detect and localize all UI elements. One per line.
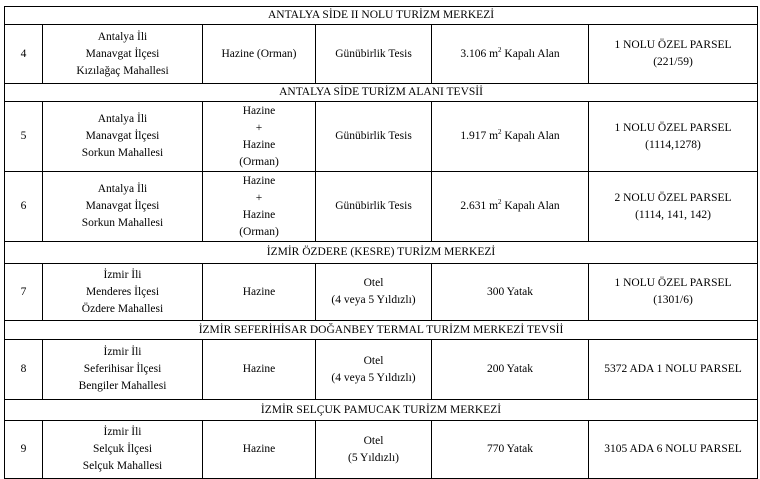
use-cell [316, 340, 432, 400]
use-cell [316, 172, 432, 242]
parcel-line: (1114, 141, 142) [635, 208, 711, 221]
location-line: Seferihisar İlçesi [83, 363, 162, 375]
section-title: İZMİR SEFERİHİSAR DOĞANBEY TERMAL TURİZM MERKEZİ TEVSİİ [5, 321, 758, 340]
parcel-line: (221/59) [653, 56, 693, 68]
use-line: Otel [363, 434, 384, 447]
location-line: Manavgat İlçesi [85, 200, 160, 212]
capacity-cell [432, 172, 589, 242]
location-line: Selçuk Mahallesi [82, 460, 163, 472]
capacity-unit-label: Kapalı Alan [501, 130, 560, 142]
use-line: (4 veya 5 Yıldızlı) [331, 294, 416, 306]
location-line: Kızılağaç Mahallesi [76, 64, 169, 77]
owner-line: Hazine [242, 285, 276, 298]
table-row [5, 25, 758, 84]
location-line: Manavgat İlçesi [85, 130, 160, 142]
location-line: Manavgat İlçesi [85, 47, 160, 60]
table-row [5, 264, 758, 321]
use-cell [316, 264, 432, 321]
location-line: Antalya İli [97, 113, 148, 125]
parcel-cell [589, 264, 758, 321]
use-line: (4 veya 5 Yıldızlı) [331, 371, 416, 384]
row-number-cell: 6 [5, 172, 43, 242]
location-line: İzmir İli [103, 268, 142, 281]
capacity-value: 1.917 m [460, 130, 499, 142]
use-line: Günübirlik Tesis [335, 130, 412, 142]
row-number-cell: 9 [5, 421, 43, 479]
section-title: İZMİR ÖZDERE (KESRE) TURİZM MERKEZİ [5, 242, 758, 264]
owner-line: + [255, 191, 263, 204]
parcel-line: 3105 ADA 6 NOLU PARSEL [604, 443, 742, 455]
capacity-value: 3.106 m [460, 47, 499, 60]
parcel-line: 2 NOLU ÖZEL PARSEL [614, 191, 732, 204]
parcel-cell [589, 340, 758, 400]
use-line: Günübirlik Tesis [335, 200, 412, 212]
location-line: Sorkun Mahallesi [81, 217, 164, 229]
capacity-unit-exponent: 2 [498, 128, 502, 137]
owner-cell [203, 172, 316, 242]
location-cell [43, 25, 203, 84]
location-cell [43, 264, 203, 321]
owner-line: Hazine [242, 104, 276, 117]
section-title: ANTALYA SİDE II NOLU TURİZM MERKEZİ [5, 7, 758, 25]
capacity-unit-label: Kapalı Alan [501, 47, 560, 60]
owner-line: Hazine [242, 363, 276, 375]
capacity-cell [432, 25, 589, 84]
owner-cell [203, 264, 316, 321]
location-line: Antalya İli [97, 30, 148, 43]
owner-line: Hazine [242, 174, 276, 187]
section-header-row [5, 84, 758, 102]
table-row [5, 102, 758, 172]
parcel-cell [589, 421, 758, 479]
use-cell [316, 102, 432, 172]
capacity-value: 200 Yatak [486, 363, 533, 375]
location-line: İzmir İli [103, 426, 142, 438]
owner-cell [203, 25, 316, 84]
capacity-cell [432, 421, 589, 479]
section-header-row [5, 321, 758, 340]
parcel-cell [589, 25, 758, 84]
parcel-line: 1 NOLU ÖZEL PARSEL [614, 277, 732, 289]
parcel-cell [589, 102, 758, 172]
use-cell [316, 421, 432, 479]
table-row [5, 421, 758, 479]
location-line: Menderes İlçesi [85, 285, 160, 298]
location-line: İzmir İli [103, 346, 142, 358]
owner-line: Hazine [242, 208, 276, 221]
section-header-row [5, 242, 758, 264]
parcel-line: 5372 ADA 1 NOLU PARSEL [604, 363, 742, 375]
row-number-cell: 5 [5, 102, 43, 172]
owner-cell [203, 102, 316, 172]
parcel-line: (1114,1278) [645, 138, 701, 151]
owner-line: Hazine [242, 443, 276, 455]
section-title: İZMİR SELÇUK PAMUCAK TURİZM MERKEZİ [5, 400, 758, 421]
capacity-value: 300 Yatak [486, 285, 533, 298]
location-line: Antalya İli [97, 183, 148, 195]
use-line: (5 Yıldızlı) [348, 451, 399, 464]
parcel-line: 1 NOLU ÖZEL PARSEL [614, 39, 732, 51]
use-cell [316, 25, 432, 84]
owner-line: (Orman) [239, 155, 279, 168]
capacity-unit-exponent: 2 [498, 45, 502, 54]
capacity-unit-label: Kapalı Alan [501, 200, 560, 212]
row-number-cell: 8 [5, 340, 43, 400]
use-line: Günübirlik Tesis [335, 47, 412, 60]
parcel-cell [589, 172, 758, 242]
capacity-cell [432, 102, 589, 172]
parcel-line: 1 NOLU ÖZEL PARSEL [614, 121, 732, 134]
location-cell [43, 102, 203, 172]
location-line: Bengiler Mahallesi [78, 380, 167, 392]
location-line: Özdere Mahallesi [81, 302, 164, 315]
owner-cell [203, 421, 316, 479]
tourism-parcel-table [4, 6, 758, 479]
owner-line: Hazine [242, 138, 276, 151]
parcel-line: (1301/6) [653, 294, 693, 306]
capacity-cell [432, 264, 589, 321]
owner-cell [203, 340, 316, 400]
owner-line: + [255, 121, 263, 134]
location-cell [43, 340, 203, 400]
use-line: Otel [363, 277, 384, 289]
capacity-cell [432, 340, 589, 400]
owner-line: Hazine (Orman) [221, 47, 297, 60]
location-line: Sorkun Mahallesi [81, 147, 164, 159]
table-row [5, 340, 758, 400]
row-number-cell: 7 [5, 264, 43, 321]
table-row [5, 172, 758, 242]
owner-line: (Orman) [239, 225, 279, 238]
row-number-cell: 4 [5, 25, 43, 84]
use-line: Otel [363, 354, 384, 367]
location-cell [43, 172, 203, 242]
table-body [5, 7, 758, 479]
section-header-row [5, 400, 758, 421]
location-cell [43, 421, 203, 479]
section-title: ANTALYA SİDE TURİZM ALANI TEVSİİ [5, 84, 758, 102]
capacity-value: 2.631 m [460, 200, 499, 212]
section-header-row [5, 7, 758, 25]
capacity-value: 770 Yatak [486, 443, 533, 455]
capacity-unit-exponent: 2 [498, 198, 502, 207]
location-line: Selçuk İlçesi [92, 443, 153, 455]
